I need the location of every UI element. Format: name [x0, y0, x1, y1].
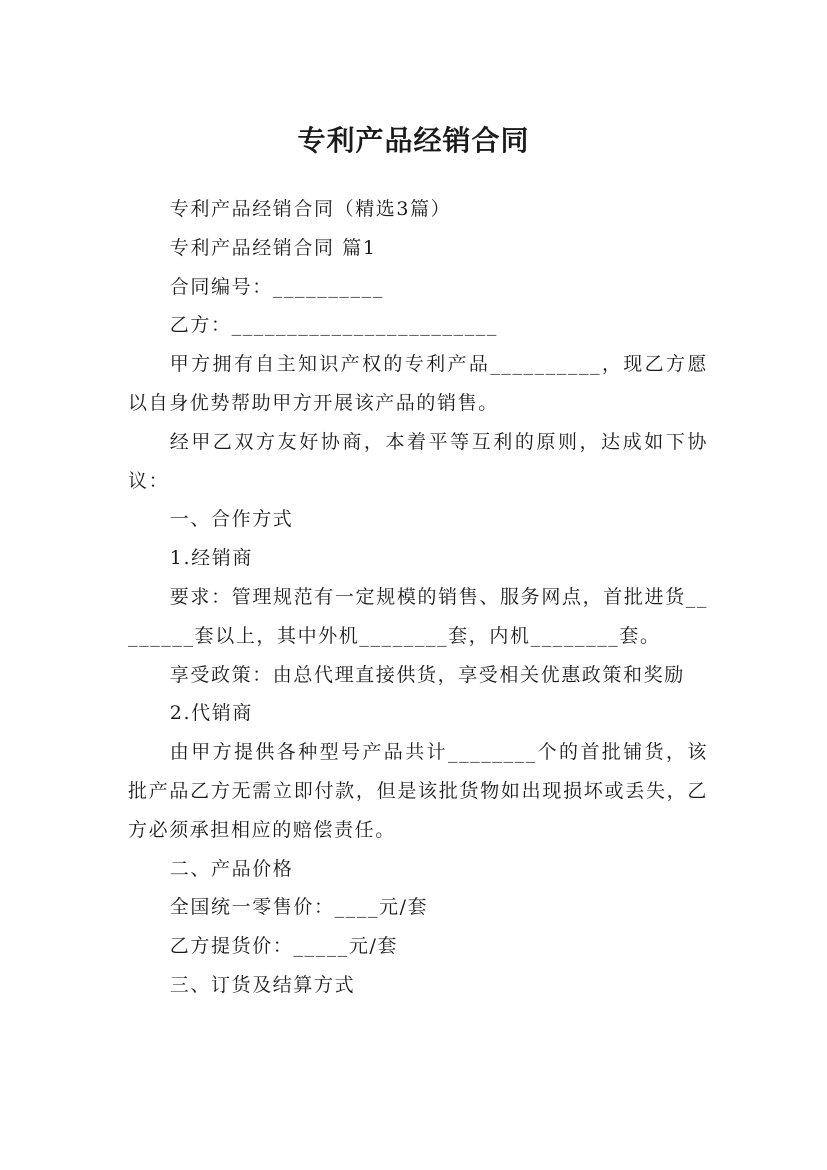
paragraph-intro: 甲方拥有自主知识产权的专利产品__________，现乙方愿以自身优势帮助甲方开展该产品的销售。 — [128, 353, 708, 414]
paragraph-section-heading: 专利产品经销合同 篇1 — [169, 236, 377, 259]
paragraph-heading-cooperation: 一、合作方式 — [169, 508, 294, 531]
paragraph-pickup-price: 乙方提货价：_____元/套 — [169, 935, 399, 958]
paragraph-agreement: 经甲乙双方友好协商，本着平等互利的原则，达成如下协议： — [128, 430, 708, 492]
paragraph-consignee: 2.代销商 — [169, 702, 253, 725]
paragraph-policy: 享受政策：由总代理直接供货，享受相关优惠政策和奖励 — [169, 663, 685, 686]
paragraph-distributor: 1.经销商 — [169, 547, 253, 570]
paragraph-heading-ordering: 三、订货及结算方式 — [169, 973, 356, 996]
document-body — [128, 190, 708, 1005]
paragraph-heading-price: 二、产品价格 — [169, 857, 294, 880]
paragraph-requirements: 要求：管理规范有一定规模的销售、服务网点，首批进货________套以上，其中外机________套，内机________套。 — [128, 585, 708, 647]
paragraph-contract-number: 合同编号：__________ — [169, 275, 384, 298]
paragraph-subtitle: 专利产品经销合同（精选3篇） — [169, 198, 452, 220]
paragraph-party-b: 乙方：________________________ — [169, 314, 498, 337]
paragraph-consignment-terms: 由甲方提供各种型号产品共计________个的首批铺货，该批产品乙方无需立即付款，但是该批货物如出现损坏或丢失，乙方必须承担相应的赔偿责任。 — [128, 741, 708, 841]
paragraph-retail-price: 全国统一零售价：____元/套 — [169, 896, 429, 919]
document-title: 专利产品经销合同 — [297, 123, 530, 157]
